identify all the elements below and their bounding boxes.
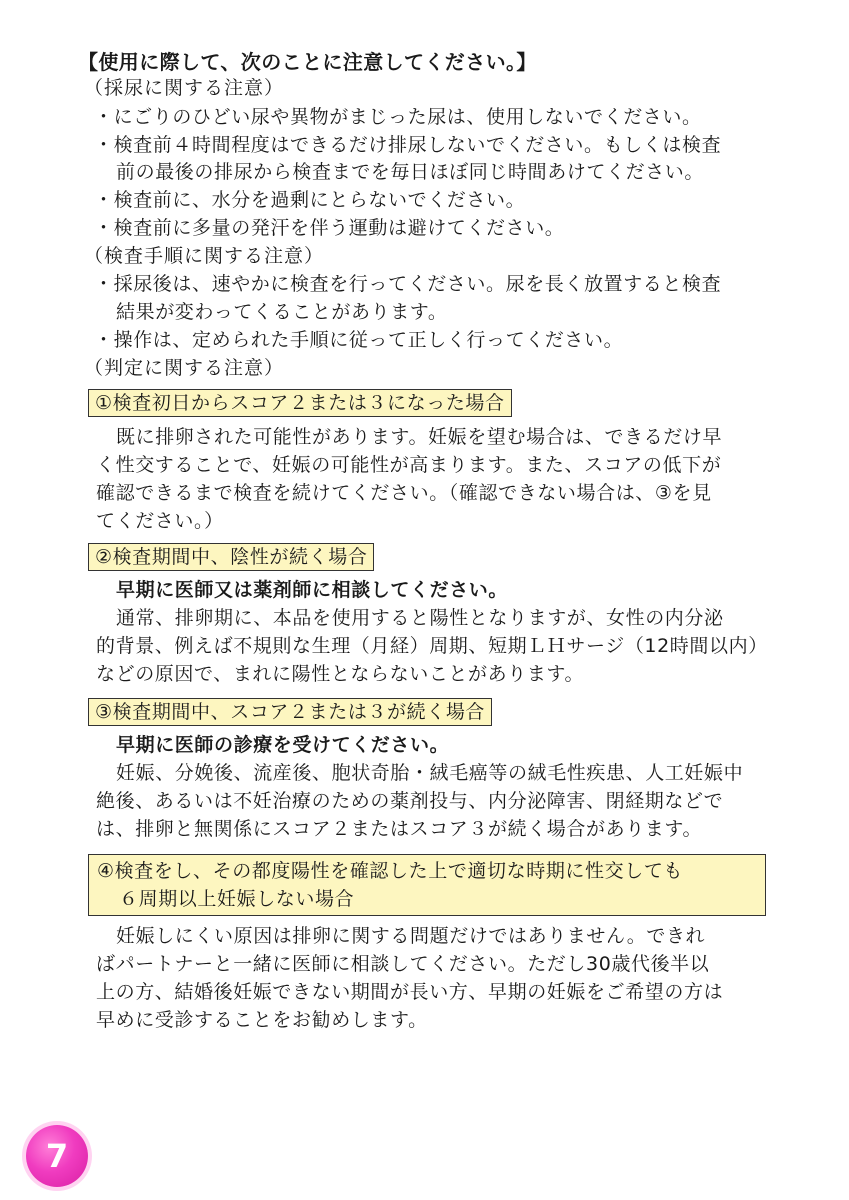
- bullet-continuation: 結果が変わってくることがあります。: [116, 301, 448, 323]
- case4-text-line: 上の方、結婚後妊娠できない期間が長い方、早期の妊娠をご希望の方は: [96, 981, 724, 1003]
- page-title: 【使用に際して、次のことに注意してください。】: [78, 50, 537, 74]
- case4-text-line: 妊娠しにくい原因は排卵に関する問題だけではありません。できれ: [116, 925, 706, 947]
- case1-text-line: く性交することで、妊娠の可能性が高まります。また、スコアの低下が: [96, 454, 722, 476]
- bullet-item: ・検査前に、水分を過剰にとらないでください。: [94, 189, 526, 211]
- bullet-item: ・検査前４時間程度はできるだけ排尿しないでください。もしくは検査: [94, 134, 722, 156]
- bullet-item: ・操作は、定められた手順に従って正しく行ってください。: [94, 329, 624, 351]
- section-heading-urine: （採尿に関する注意）: [84, 77, 285, 99]
- case2-text-line: 通常、排卵期に、本品を使用すると陽性となりますが、女性の内分泌: [116, 607, 724, 629]
- case4-label-line: ④検査をし、その都度陽性を確認した上で適切な時期に性交しても: [97, 860, 684, 882]
- case1-text-line: 確認できるまで検査を続けてください。（確認できない場合は、③を見: [96, 482, 712, 504]
- page-number-badge: 7: [26, 1125, 88, 1187]
- case4-label-line: ６周期以上妊娠しない場合: [119, 888, 355, 910]
- case4-text-line: 早めに受診することをお勧めします。: [96, 1009, 428, 1031]
- bullet-item: ・採尿後は、速やかに検査を行ってください。尿を長く放置すると検査: [94, 273, 722, 295]
- case4-text-line: ばパートナーと一緒に医師に相談してください。ただし30歳代後半以: [96, 953, 710, 975]
- case2-bold-advice: 早期に医師又は薬剤師に相談してください。: [116, 579, 509, 601]
- section-heading-judgement: （判定に関する注意）: [84, 357, 285, 379]
- section-heading-procedure: （検査手順に関する注意）: [84, 245, 325, 267]
- bullet-continuation: 前の最後の排尿から検査までを毎日ほぼ同じ時間あけてください。: [116, 161, 705, 183]
- case3-bold-advice: 早期に医師の診療を受けてください。: [116, 734, 450, 756]
- case3-text-line: 絶後、あるいは不妊治療のための薬剤投与、内分泌障害、閉経期などで: [96, 790, 724, 812]
- case3-label-box: ③検査期間中、スコア２または３が続く場合: [88, 698, 492, 726]
- case1-text-line: てください。）: [96, 510, 224, 532]
- case2-text-line: 的背景、例えば不規則な生理（月経）周期、短期ＬＨサージ（12時間以内）: [96, 635, 768, 657]
- case1-text-line: 既に排卵された可能性があります。妊娠を望む場合は、できるだけ早: [116, 426, 723, 448]
- bullet-item: ・検査前に多量の発汗を伴う運動は避けてください。: [94, 217, 565, 239]
- case2-text-line: などの原因で、まれに陽性とならないことがあります。: [96, 663, 585, 685]
- case3-text-line: は、排卵と無関係にスコア２またはスコア３が続く場合があります。: [96, 818, 703, 840]
- case1-label-box: ①検査初日からスコア２または３になった場合: [88, 389, 512, 417]
- case3-text-line: 妊娠、分娩後、流産後、胞状奇胎・絨毛癌等の絨毛性疾患、人工妊娠中: [116, 762, 744, 784]
- case4-label-box: [88, 854, 766, 916]
- case2-label-box: ②検査期間中、陰性が続く場合: [88, 543, 374, 571]
- bullet-item: ・にごりのひどい尿や異物がまじった尿は、使用しないでください。: [94, 106, 702, 128]
